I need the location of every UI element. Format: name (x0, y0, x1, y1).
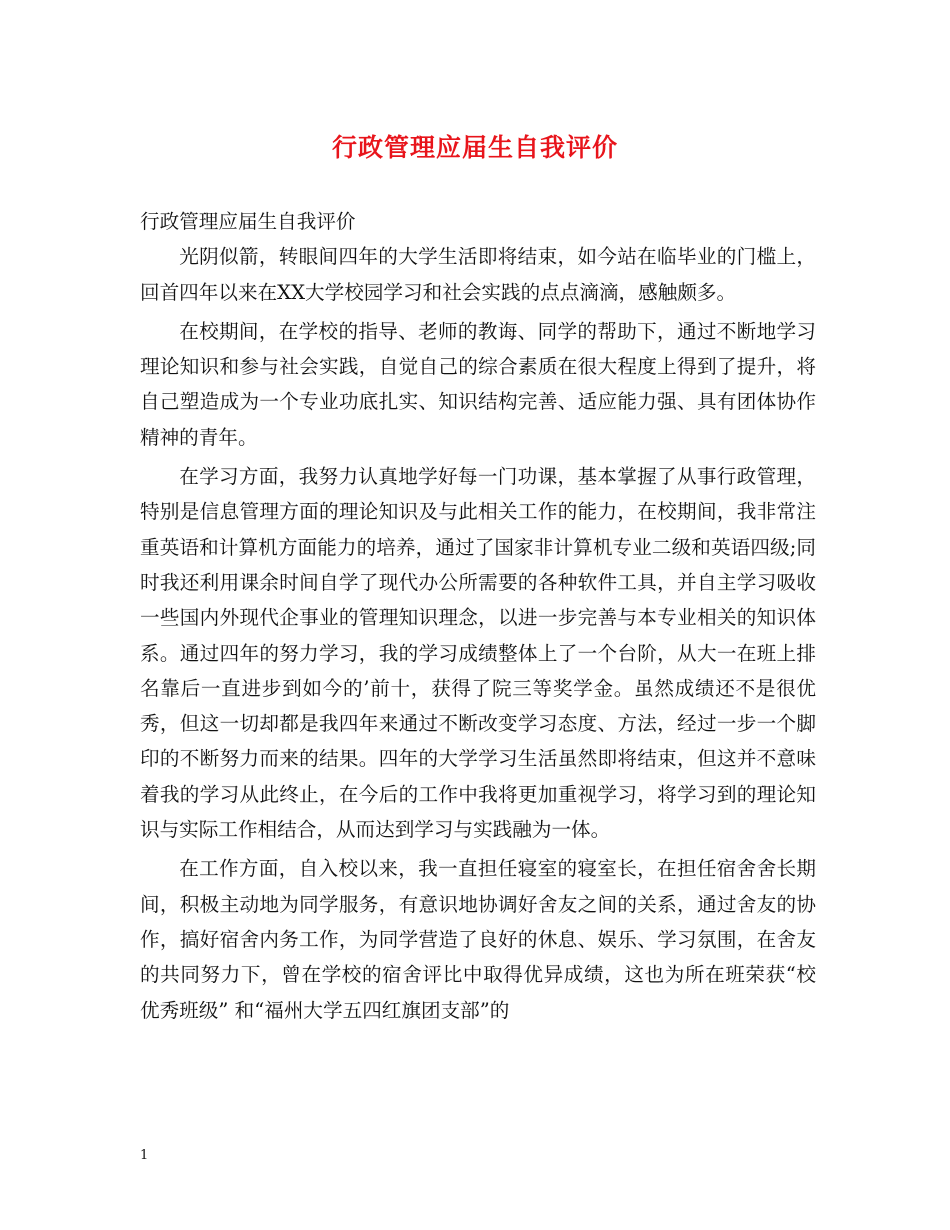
document-body (140, 204, 816, 1028)
document-title: 行政管理应届生自我评价 (331, 133, 618, 162)
paragraph-study: 在学习方面，我努力认真地学好每一门功课，基本掌握了从事行政管理，特别是信息管理方面的理论知识及与此相关工作的能力，在校期间，我非常注重英语和计算机方面能力的培养，通过了国家非计算机专业二级和英语四级;同时我还利用课余时间自学了现代办公所需要的各种软件工具，并自主学习吸收一些国内外现代企事业的管理知识理念，以进一步完善与本专业相关的知识体系。通过四年的努力学习，我的学习成绩整体上了一个台阶，从大一在班上排名靠后一直进步到如今的’前十，获得了院三等奖学金。虽然成绩还不是很优秀，但这一切却都是我四年来通过不断改变学习态度、方法，经过一步一个脚印的不断努力而来的结果。四年的大学学习生活虽然即将结束，但这并不意味着我的学习从此终止，在今后的工作中我将更加重视学习，将学习到的理论知识与实际工作相结合，从而达到学习与实践融为一体。 (140, 465, 816, 842)
document-subtitle: 行政管理应届生自我评价 (140, 210, 356, 233)
paragraph-school-period: 在校期间，在学校的指导、老师的教诲、同学的帮助下，通过不断地学习理论知识和参与社会实践，自觉自己的综合素质在很大程度上得到了提升，将自己塑造成为一个专业功底扎实、知识结构完善、适应能力强、具有团体协作精神的青年。 (140, 319, 816, 449)
paragraph-intro: 光阴似箭，转眼间四年的大学生活即将结束，如今站在临毕业的门槛上，回首四年以来在XX大学校园学习和社会实践的点点滴滴，感触颇多。 (140, 245, 816, 304)
page-number: 1 (140, 1148, 149, 1163)
paragraph-work: 在工作方面，自入校以来，我一直担任寝室的寝室长，在担任宿舍舍长期间，积极主动地为同学服务，有意识地协调好舍友之间的关系，通过舍友的协作，搞好宿舍内务工作，为同学营造了良好的休息、娱乐、学习氛围，在舍友的共同努力下，曾在学校的宿舍评比中取得优异成绩，这也为所在班荣获“校优秀班级” 和“福州大学五四红旗团支部”的 (140, 857, 816, 1022)
